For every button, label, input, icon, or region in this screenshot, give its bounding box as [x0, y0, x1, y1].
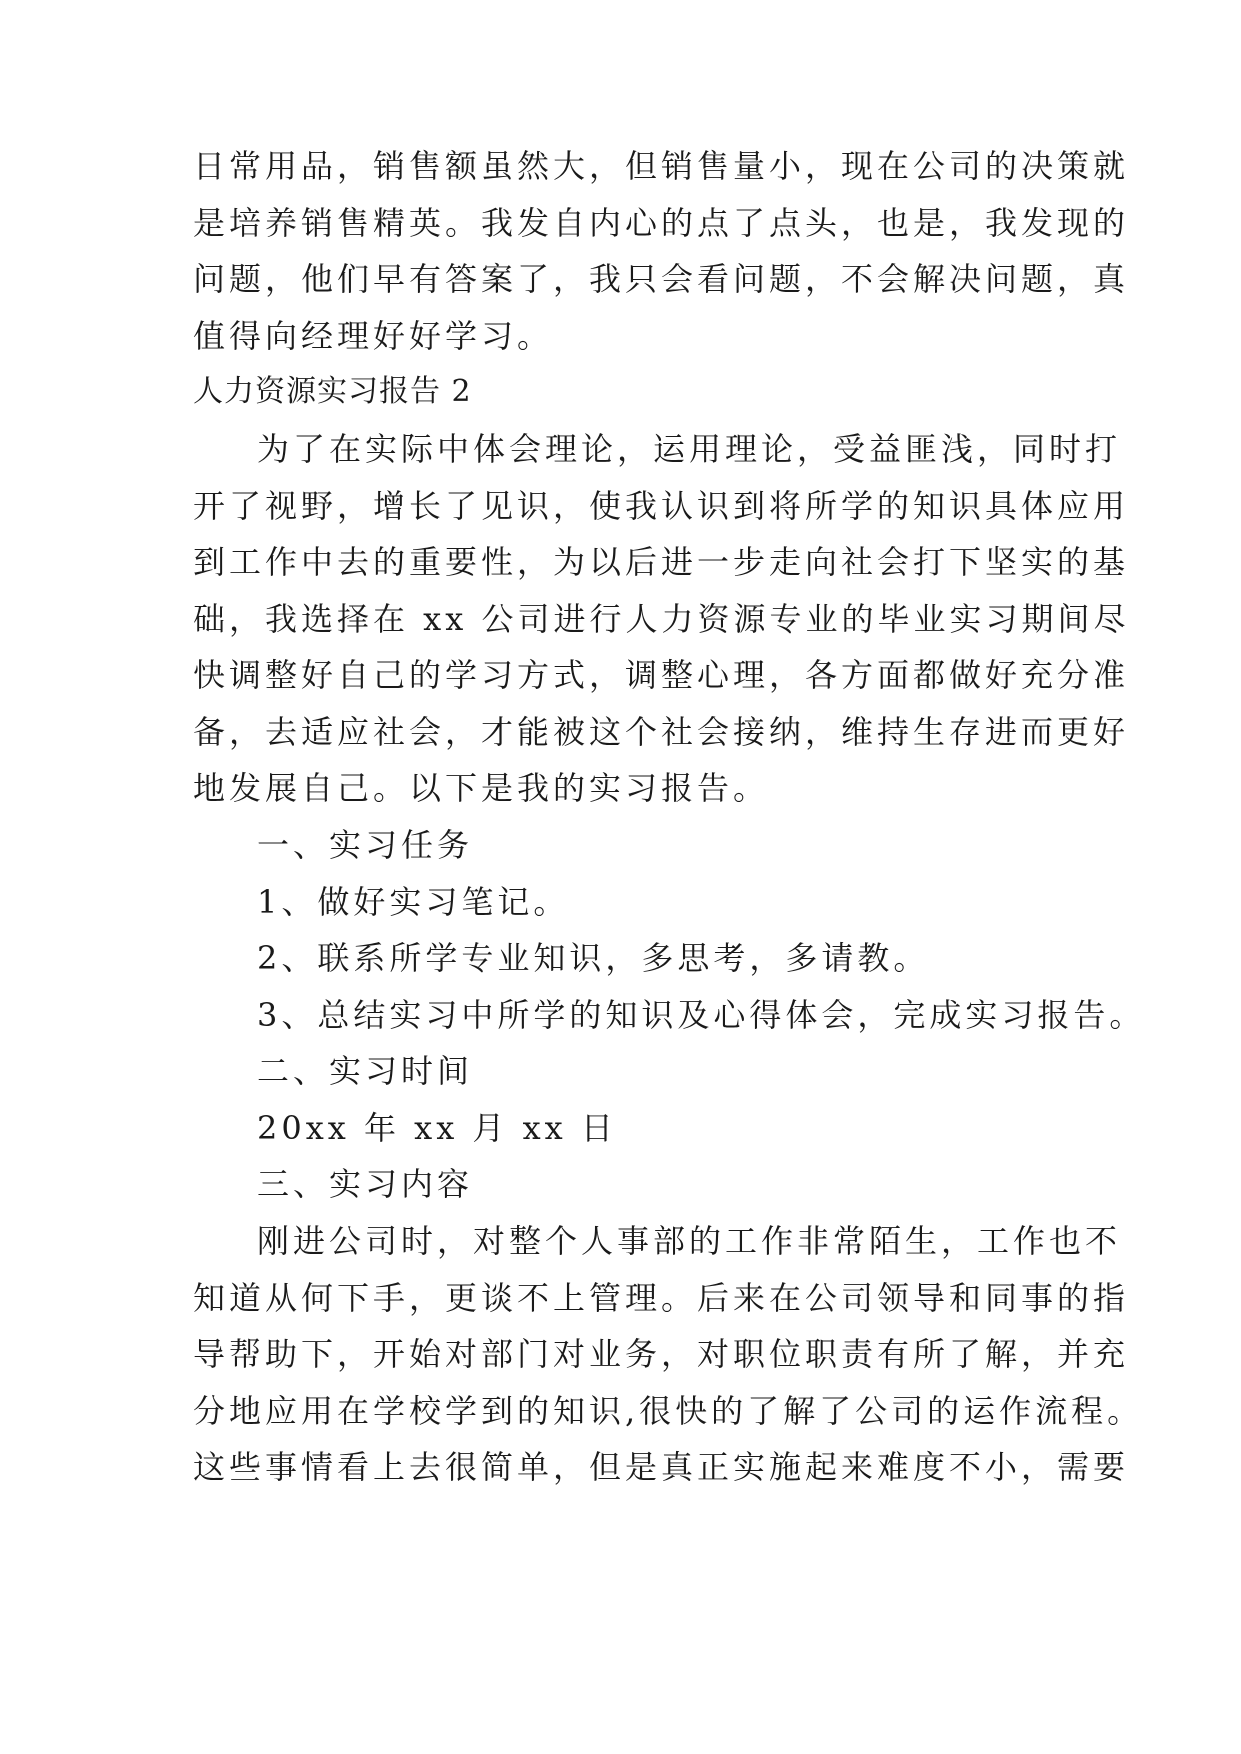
heading-tasks: 一、实习任务: [257, 826, 474, 864]
paragraph-line: 础，我选择在 xx 公司进行人力资源专业的毕业实习期间尽: [193, 600, 1130, 638]
section-title: 人力资源实习报告 2: [193, 374, 472, 409]
task-item: 2、联系所学专业知识，多思考，多请教。: [257, 939, 930, 977]
paragraph-line: 地发展自己。以下是我的实习报告。: [193, 769, 770, 807]
paragraph-line: 问题，他们早有答案了，我只会看问题，不会解决问题，真: [193, 260, 1130, 298]
heading-content: 三、实习内容: [257, 1165, 474, 1203]
paragraph-line: 为了在实际中体会理论，运用理论，受益匪浅，同时打: [257, 430, 1122, 468]
paragraph-line: 刚进公司时，对整个人事部的工作非常陌生，工作也不: [257, 1222, 1122, 1260]
paragraph-line: 知道从何下手，更谈不上管理。后来在公司领导和同事的指: [193, 1279, 1130, 1317]
paragraph-line: 值得向经理好好学习。: [193, 317, 554, 355]
time-value: 20xx 年 xx 月 xx 日: [257, 1109, 617, 1147]
paragraph-line: 这些事情看上去很简单，但是真正实施起来难度不小，需要: [193, 1448, 1130, 1486]
paragraph-line: 导帮助下，开始对部门对业务，对职位职责有所了解，并充: [193, 1335, 1130, 1373]
paragraph-line: 快调整好自己的学习方式，调整心理，各方面都做好充分准: [193, 656, 1130, 694]
task-item: 3、总结实习中所学的知识及心得体会，完成实习报告。: [257, 996, 1146, 1034]
heading-time: 二、实习时间: [257, 1052, 474, 1090]
paragraph-line: 到工作中去的重要性，为以后进一步走向社会打下坚实的基: [193, 543, 1130, 581]
task-item: 1、做好实习笔记。: [257, 883, 570, 921]
paragraph-line: 是培养销售精英。我发自内心的点了点头，也是，我发现的: [193, 204, 1130, 242]
paragraph-line: 备，去适应社会，才能被这个社会接纳，维持生存进而更好: [193, 713, 1130, 751]
paragraph-line: 分地应用在学校学到的知识,很快的了解了公司的运作流程。: [193, 1392, 1144, 1430]
paragraph-line: 开了视野，增长了见识，使我认识到将所学的知识具体应用: [193, 487, 1130, 525]
paragraph-line: 日常用品，销售额虽然大，但销售量小，现在公司的决策就: [193, 147, 1130, 185]
